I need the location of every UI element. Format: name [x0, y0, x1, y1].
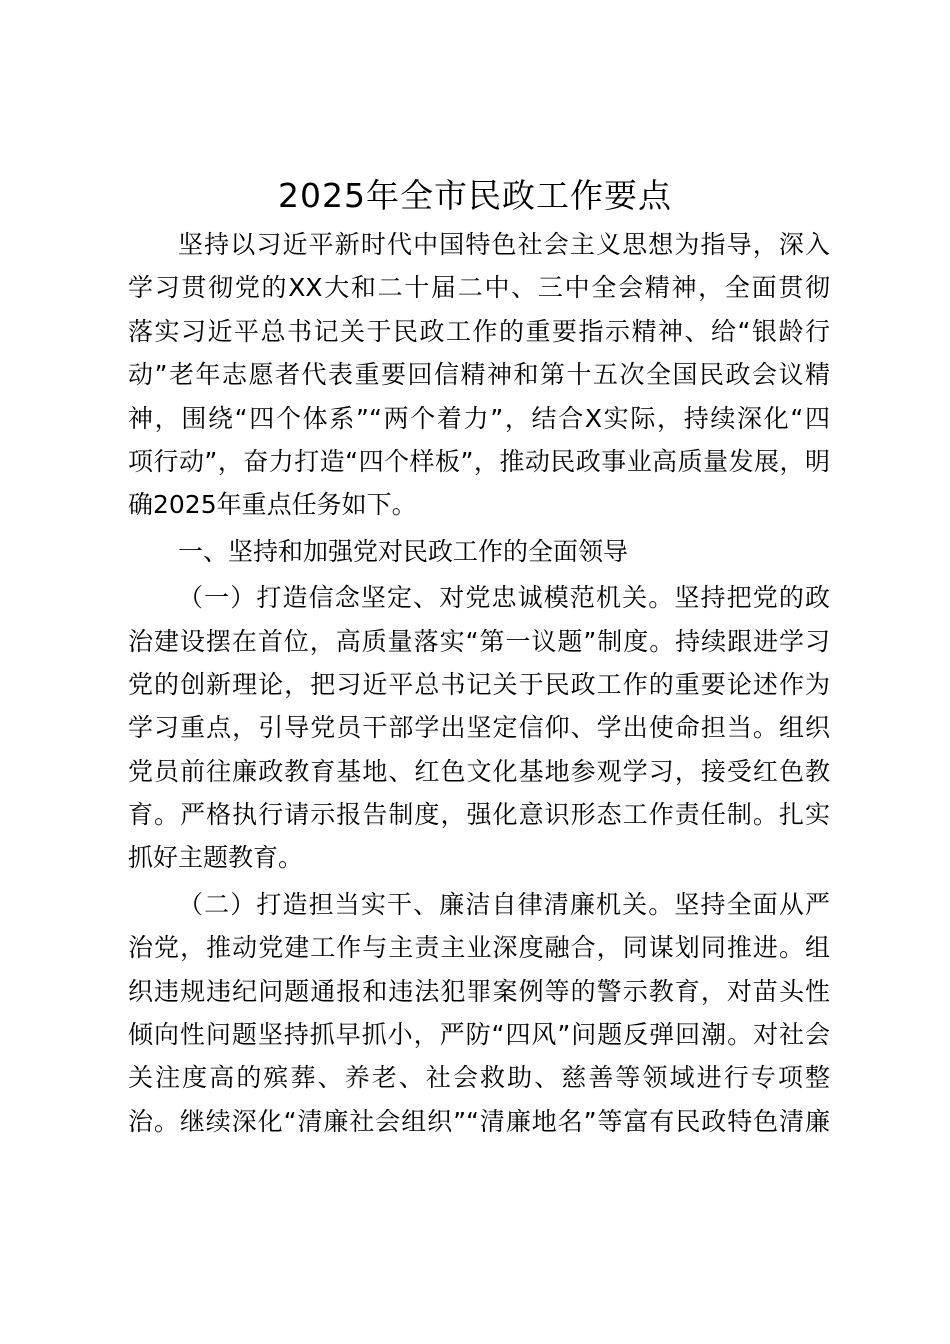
paragraph-line: 织违规违纪问题通报和违法犯罪案例等的警示教育，对苗头性: [128, 976, 830, 1006]
paragraph-line: 确2025年重点任务如下。: [128, 490, 417, 520]
paragraph-line: （二）打造担当实干、廉洁自律清廉机关。坚持全面从严: [178, 889, 830, 919]
paragraph-intro: [128, 223, 830, 527]
paragraph-line: 学习贯彻党的XX大和二十届二中、三中全会精神，全面贯彻: [128, 273, 830, 303]
paragraph-line: 治。继续深化“清廉社会组织”“清廉地名”等富有民政特色清廉: [128, 1106, 830, 1136]
document-body: [128, 223, 830, 1143]
section-heading-text: 一、坚持和加强党对民政工作的全面领导: [178, 536, 629, 566]
paragraph-line: 项行动”，奋力打造“四个样板”，推动民政事业高质量发展，明: [128, 446, 830, 476]
paragraph-line: 治党，推动党建工作与主责主业深度融合，同谋划同推进。组: [128, 933, 830, 963]
section-heading: [128, 530, 830, 573]
paragraph-line: 动”老年志愿者代表重要回信精神和第十五次全国民政会议精: [128, 360, 830, 390]
paragraph-item-1: [128, 576, 830, 880]
paragraph-line: 神，围绕“四个体系”“两个着力”，结合X实际，持续深化“四: [128, 403, 830, 433]
paragraph-line: 育。严格执行请示报告制度，强化意识形态工作责任制。扎实: [128, 800, 830, 830]
paragraph-line: 落实习近平总书记关于民政工作的重要指示精神、给“银龄行: [128, 316, 830, 346]
document-title: 2025年全市民政工作要点: [278, 176, 672, 215]
paragraph-line: 治建设摆在首位，高质量落实“第一议题”制度。持续跟进学习: [128, 626, 830, 656]
paragraph-line: 抓好主题教育。: [128, 843, 304, 873]
paragraph-line: 党员前往廉政教育基地、红色文化基地参观学习，接受红色教: [128, 756, 830, 786]
paragraph-line: 关注度高的殡葬、养老、社会救助、慈善等领域进行专项整: [128, 1063, 830, 1093]
paragraph-line: （一）打造信念坚定、对党忠诚模范机关。坚持把党的政: [178, 583, 830, 613]
paragraph-line: 倾向性问题坚持抓早抓小，严防“四风”问题反弹回潮。对社会: [128, 1020, 830, 1050]
paragraph-item-2: [128, 883, 830, 1143]
paragraph-line: 党的创新理论，把习近平总书记关于民政工作的重要论述作为: [128, 669, 830, 699]
paragraph-line: 坚持以习近平新时代中国特色社会主义思想为指导，深入: [178, 230, 830, 259]
paragraph-line: 学习重点，引导党员干部学出坚定信仰、学出使命担当。组织: [128, 713, 830, 743]
